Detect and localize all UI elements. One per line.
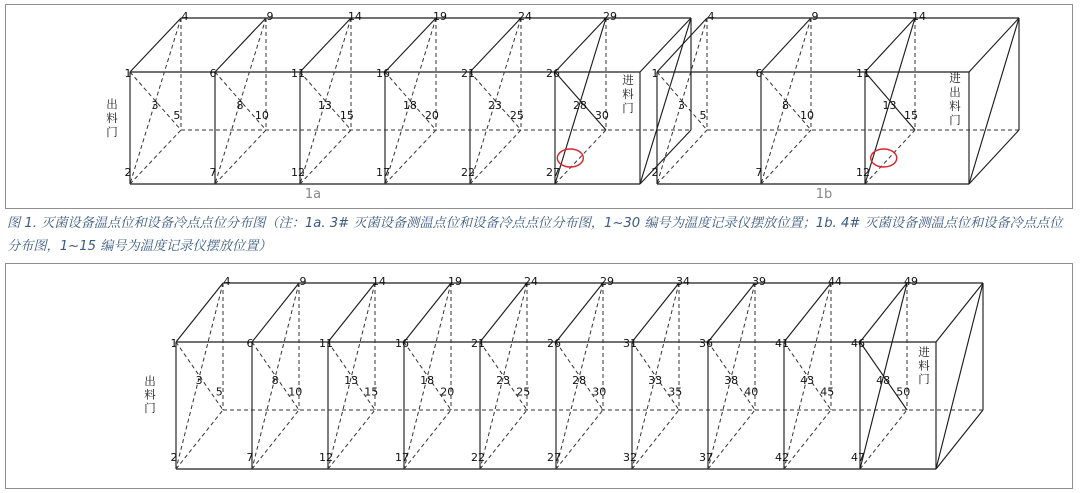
point-label: 10: [800, 109, 814, 123]
point-label: 14: [912, 10, 926, 23]
point-label: 24: [518, 10, 532, 23]
point-label: 15: [904, 109, 918, 123]
top-diagonal-edge: [215, 18, 266, 72]
top-diagonal-edge: [555, 18, 606, 72]
top-diagonal-edge: [640, 18, 691, 72]
bottom-right-edge: [640, 130, 691, 184]
entry-door-label: 门: [949, 113, 961, 127]
diagram-1a: [106, 10, 691, 202]
point-label: 29: [603, 10, 617, 23]
point-label: 7: [755, 166, 763, 179]
point-label: 27: [546, 166, 560, 179]
exit-door-label: 出: [106, 97, 118, 111]
top-diagonal-edge: [761, 18, 811, 72]
top-diagonal-edge: [130, 18, 181, 72]
point-label: 7: [209, 166, 217, 179]
diagram-1b: [652, 10, 1020, 202]
point-label: 29: [600, 275, 614, 288]
point-label: 48: [876, 373, 891, 387]
point-label: 22: [471, 451, 485, 464]
point-label: 21: [461, 67, 475, 80]
point-label: 46: [851, 337, 865, 350]
point-label: 4: [707, 10, 715, 23]
point-label: 11: [291, 67, 305, 80]
end-face-diagonal: [936, 283, 983, 469]
point-label: 16: [376, 67, 390, 80]
point-label: 30: [594, 109, 609, 123]
point-label: 33: [648, 373, 663, 387]
diagram-bottom: [144, 275, 983, 469]
point-label: 10: [254, 109, 269, 123]
diagram-label: 1b: [815, 187, 833, 202]
point-label: 28: [572, 373, 587, 387]
point-label: 17: [376, 166, 390, 179]
exit-door-label: 料: [106, 111, 118, 125]
top-diagonal-edge: [969, 18, 1019, 72]
point-label: 49: [904, 275, 918, 288]
bottom-diagonal-edge: [215, 130, 266, 184]
top-diagonal-edge: [657, 18, 707, 72]
entry-door-label: 料: [949, 99, 961, 113]
point-label: 14: [372, 275, 386, 288]
point-label: 47: [851, 451, 865, 464]
point-label: 9: [811, 10, 819, 23]
point-label: 38: [724, 373, 739, 387]
point-label: 11: [319, 337, 333, 350]
point-label: 41: [775, 337, 789, 350]
point-label: 12: [291, 166, 305, 179]
point-label: 36: [699, 337, 713, 350]
point-label: 27: [547, 451, 561, 464]
point-label: 25: [516, 385, 531, 399]
point-label: 13: [882, 98, 897, 112]
point-label: 15: [364, 385, 379, 399]
point-label: 30: [592, 385, 607, 399]
bottom-diagonal-edge: [300, 130, 351, 184]
point-label: 20: [424, 109, 439, 123]
point-label: 31: [623, 337, 637, 350]
exit-door-label: 门: [144, 401, 156, 415]
point-label: 13: [317, 98, 332, 112]
point-label: 40: [744, 385, 759, 399]
point-label: 37: [699, 451, 713, 464]
point-label: 4: [223, 275, 231, 288]
point-label: 26: [547, 337, 561, 350]
point-label: 2: [170, 451, 178, 464]
bottom-diagonal-edge: [865, 130, 915, 184]
entry-door-label: 出: [949, 85, 961, 99]
point-label: 8: [271, 373, 279, 387]
point-label: 35: [668, 385, 683, 399]
point-label: 14: [348, 10, 362, 23]
point-label: 1: [124, 67, 132, 80]
point-label: 23: [496, 373, 511, 387]
point-label: 34: [676, 275, 690, 288]
exit-door-label: 门: [106, 125, 118, 139]
point-label: 22: [461, 166, 475, 179]
top-diagonal-edge: [300, 18, 351, 72]
point-label: 24: [524, 275, 538, 288]
point-label: 6: [755, 67, 763, 80]
bottom-diagonal-edge: [470, 130, 521, 184]
figure-caption: 图 1. 灭菌设备温点位和设备冷点点位分布图（注：1a. 3# 灭菌设备测温点位和设备冷点点位分布图，1~30 编号为温度记录仪摆放位置；1b. 4# 灭菌设备测温点位和设备冷点点位分布图，1~15 编号为温度记录仪摆放位置）: [7, 216, 1063, 254]
point-label: 18: [402, 98, 417, 112]
point-label: 8: [236, 98, 244, 112]
point-label: 12: [856, 166, 870, 179]
entry-door-label: 进: [622, 73, 634, 87]
point-label: 32: [623, 451, 637, 464]
point-label: 18: [420, 373, 435, 387]
bottom-diagonal-edge: [555, 130, 606, 184]
point-label: 42: [775, 451, 789, 464]
point-label: 5: [215, 385, 223, 399]
point-label: 19: [448, 275, 462, 288]
point-label: 1: [651, 67, 659, 80]
entry-door-label: 门: [918, 372, 930, 386]
point-label: 4: [181, 10, 189, 23]
point-label: 39: [752, 275, 766, 288]
point-label: 19: [433, 10, 447, 23]
point-label: 7: [246, 451, 254, 464]
point-label: 28: [572, 98, 587, 112]
point-label: 50: [896, 385, 911, 399]
point-label: 13: [344, 373, 359, 387]
point-label: 1: [170, 337, 178, 350]
end-face-diagonal: [969, 18, 1019, 184]
point-label: 5: [173, 109, 181, 123]
point-label: 11: [856, 67, 870, 80]
point-label: 12: [319, 451, 333, 464]
bottom-diagonal-edge: [385, 130, 436, 184]
point-label: 6: [246, 337, 254, 350]
point-label: 8: [782, 98, 789, 112]
diagram-label: 1a: [304, 187, 322, 202]
point-label: 44: [828, 275, 842, 288]
point-label: 9: [266, 10, 274, 23]
point-label: 21: [471, 337, 485, 350]
point-label: 2: [651, 166, 659, 179]
cold-point-circle: [871, 149, 897, 167]
entry-door-label: 料: [918, 358, 930, 373]
point-label: 16: [395, 337, 409, 350]
bottom-diagonal-edge: [657, 130, 707, 184]
top-diagonal-edge: [385, 18, 436, 72]
entry-door-label: 门: [622, 101, 634, 115]
point-label: 3: [151, 98, 159, 112]
entry-door-label: 料: [622, 87, 634, 101]
bottom-diagonal-edge: [761, 130, 811, 184]
entry-door-label: 进: [918, 345, 930, 359]
point-label: 2: [124, 166, 132, 179]
point-label: 17: [395, 451, 409, 464]
entry-door-label: 进: [949, 71, 961, 85]
point-label: 23: [487, 98, 502, 112]
bottom-right-edge: [969, 130, 1019, 184]
point-label: 45: [820, 385, 835, 399]
point-label: 9: [299, 275, 307, 288]
top-diagonal-edge: [865, 18, 915, 72]
point-label: 15: [339, 109, 354, 123]
point-label: 10: [288, 385, 303, 399]
point-label: 5: [699, 109, 707, 123]
point-label: 20: [440, 385, 455, 399]
exit-door-label: 出: [144, 374, 156, 388]
exit-door-label: 料: [144, 387, 156, 402]
point-label: 3: [678, 98, 685, 112]
top-diagonal-edge: [470, 18, 521, 72]
point-label: 43: [800, 373, 815, 387]
bottom-diagonal-edge: [130, 130, 181, 184]
point-label: 26: [546, 67, 560, 80]
point-label: 6: [209, 67, 217, 80]
point-label: 3: [195, 373, 203, 387]
point-label: 25: [509, 109, 524, 123]
